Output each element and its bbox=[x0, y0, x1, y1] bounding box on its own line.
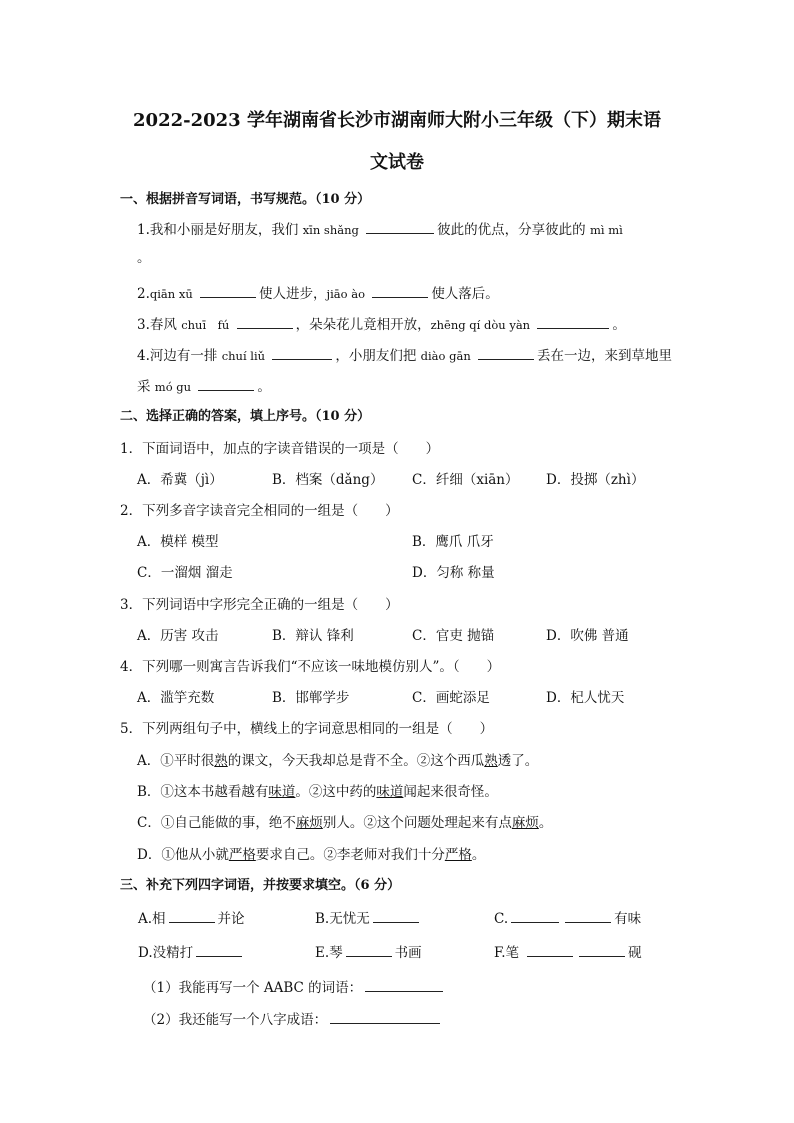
s3-e-blank[interactable] bbox=[346, 944, 392, 957]
s3-b-text1: B.无忧无 bbox=[315, 911, 370, 927]
s2-q5d-part3: 。 bbox=[471, 847, 486, 863]
section3-heading: 三、补充下列四字词语，并按要求填空。（6 分） bbox=[120, 878, 401, 893]
s1-q4-blank2[interactable] bbox=[478, 347, 534, 360]
s1-q2-pinyin2: jiāo ào bbox=[326, 287, 366, 301]
s2-q5d-underlined1: 严格 bbox=[228, 847, 256, 863]
s2-q1-option-a[interactable]: A．希冀（jì） bbox=[137, 472, 223, 488]
s2-q5a-underlined2: 熟 bbox=[484, 753, 498, 769]
s2-q5a-underlined1: 熟 bbox=[214, 753, 228, 769]
s1-q1-text-a: 1.我和小丽是好朋友，我们 bbox=[137, 222, 299, 238]
s3-sub1-text: （1）我能再写一个 AABC 的词语： bbox=[143, 980, 363, 996]
s1-q2-num: 2. bbox=[137, 286, 150, 302]
s3-item-b bbox=[315, 907, 422, 927]
s2-q5c-part1: C．①自己能做的事，绝不 bbox=[137, 815, 296, 831]
s2-q5a-part3: 透了。 bbox=[497, 753, 539, 769]
s2-q5c-underlined2: 麻烦 bbox=[511, 815, 539, 831]
s1-q2-text-b: 使人进步， bbox=[259, 286, 327, 302]
s3-a-blank[interactable] bbox=[169, 910, 215, 923]
s2-q5d-part2: 要求自己。②李老师对我们十分 bbox=[255, 847, 445, 863]
s3-sub2 bbox=[143, 1008, 443, 1028]
s1-q4-text-e: 。 bbox=[257, 379, 271, 395]
exam-title-line2: 文试卷 bbox=[370, 152, 424, 173]
s2-q5-option-d[interactable] bbox=[137, 843, 485, 863]
s1-q1-end: 。 bbox=[137, 250, 151, 266]
s1-q4-text-c: 丢在一边，来到草地里 bbox=[537, 348, 673, 364]
s2-q4-option-d[interactable]: D．杞人忧天 bbox=[546, 690, 625, 706]
s2-question3: 3．下列词语中字形完全正确的一组是（ ） bbox=[120, 597, 399, 613]
s3-f-text1: F.笔 bbox=[494, 945, 520, 961]
s2-q5b-part2: 。②这中药的 bbox=[295, 784, 377, 800]
s2-question5: 5．下列两组句子中，横线上的字词意思相同的一组是（ ） bbox=[120, 721, 494, 737]
s1-q4-blank3[interactable] bbox=[198, 378, 254, 391]
s2-q1-option-b[interactable]: B．档案（dǎng） bbox=[272, 472, 384, 488]
s3-item-c bbox=[494, 907, 641, 927]
s2-q5-option-c[interactable] bbox=[137, 811, 552, 831]
s2-q5c-part2: 别人。②这个问题处理起来有点 bbox=[322, 815, 512, 831]
s2-q5-option-a[interactable] bbox=[137, 749, 538, 769]
s1-q3-blank2[interactable] bbox=[537, 316, 609, 329]
s2-q1-option-c[interactable]: C．纤细（xiān） bbox=[412, 472, 519, 488]
s3-c-blank2[interactable] bbox=[565, 910, 611, 923]
s1-q1-blank1[interactable] bbox=[366, 221, 434, 234]
s1-q3-text-c: 。 bbox=[612, 317, 626, 333]
s2-q5a-part2: 的课文，今天我却总是背不全。②这个西瓜 bbox=[227, 753, 485, 769]
s3-f-blank2[interactable] bbox=[579, 944, 625, 957]
s2-q5b-part1: B．①这本书越看越有 bbox=[137, 784, 269, 800]
s1-q2-blank1[interactable] bbox=[200, 285, 256, 298]
s2-q4-option-b[interactable]: B．邯郸学步 bbox=[272, 690, 350, 706]
s2-q5b-underlined2: 味道 bbox=[376, 784, 404, 800]
s2-q5b-underlined1: 味道 bbox=[268, 784, 296, 800]
s2-question2: 2．下列多音字读音完全相同的一组是（ ） bbox=[120, 503, 399, 519]
s3-a-text1: A.相 bbox=[138, 911, 166, 927]
s1-q1-text-b: 彼此的优点，分享彼此的 bbox=[437, 222, 586, 238]
s1-q3-text-b: ，朵朵花儿竟相开放， bbox=[295, 317, 431, 333]
s3-item-f bbox=[494, 941, 642, 961]
s3-c-text1: C. bbox=[494, 911, 509, 927]
s3-d-text1: D.没精打 bbox=[138, 945, 194, 961]
s1-q3-text-a: 3.春风 bbox=[137, 317, 177, 333]
s1-question4 bbox=[137, 344, 672, 364]
s3-b-blank[interactable] bbox=[373, 910, 419, 923]
s3-c-text2: 有味 bbox=[614, 911, 642, 927]
s1-q4-pinyin2: diào gān bbox=[420, 349, 471, 363]
s1-q1-pinyin1: xīn shǎng bbox=[302, 223, 359, 237]
s2-q5a-part1: A．①平时很 bbox=[137, 753, 215, 769]
s2-q5d-underlined2: 严格 bbox=[444, 847, 472, 863]
section1-heading: 一、根据拼音写词语，书写规范。（10 分） bbox=[120, 192, 371, 207]
s3-item-a bbox=[138, 907, 245, 927]
s2-q5c-underlined1: 麻烦 bbox=[295, 815, 323, 831]
s2-question4: 4．下列哪一则寓言告诉我们“不应该一味地模仿别人”。（ ） bbox=[120, 659, 501, 675]
s3-f-text2: 砚 bbox=[628, 945, 642, 961]
s1-q4-text-d: 采 bbox=[137, 379, 151, 395]
s1-q2-pinyin1: qiān xū bbox=[149, 287, 193, 301]
s1-q4-blank1[interactable] bbox=[272, 347, 332, 360]
s3-sub2-blank[interactable] bbox=[330, 1011, 440, 1024]
s1-q4-pinyin1: chuí liǔ bbox=[221, 349, 266, 363]
s1-q4-text-a: 4.河边有一排 bbox=[137, 348, 218, 364]
s3-e-text1: E.琴 bbox=[315, 945, 343, 961]
s2-q4-option-a[interactable]: A．滥竽充数 bbox=[137, 690, 215, 706]
s3-f-blank1[interactable] bbox=[527, 944, 573, 957]
s1-question3 bbox=[137, 313, 626, 333]
s3-item-d bbox=[138, 941, 245, 961]
s2-q2-option-d[interactable]: D．匀称 称量 bbox=[412, 565, 495, 581]
s1-question2 bbox=[137, 282, 499, 302]
s2-q2-option-a[interactable]: A．模样 模型 bbox=[137, 534, 219, 550]
s3-item-e bbox=[315, 941, 422, 961]
s2-q2-option-c[interactable]: C．一溜烟 溜走 bbox=[137, 565, 233, 581]
s1-question1 bbox=[137, 218, 623, 238]
s1-q1-pinyin2: mì mì bbox=[589, 223, 623, 237]
s1-q3-pinyin1: chuī fú bbox=[181, 318, 230, 332]
s3-sub1-blank[interactable] bbox=[365, 979, 443, 992]
s2-q5c-part3: 。 bbox=[538, 815, 553, 831]
s3-sub1 bbox=[143, 976, 446, 996]
s2-q5b-part3: 闻起来很奇怪。 bbox=[403, 784, 498, 800]
s2-q1-option-d[interactable]: D．投掷（zhì） bbox=[546, 472, 645, 488]
s1-question4-cont bbox=[137, 375, 271, 395]
s3-c-blank1[interactable] bbox=[511, 910, 559, 923]
s3-sub2-text: （2）我还能写一个八字成语： bbox=[143, 1012, 328, 1028]
s2-q3-option-d[interactable]: D．吹佛 普通 bbox=[546, 628, 629, 644]
s1-q4-text-b: ，小朋友们把 bbox=[335, 348, 417, 364]
s3-e-text2: 书画 bbox=[394, 945, 422, 961]
s3-d-blank[interactable] bbox=[196, 944, 242, 957]
s2-q5-option-b[interactable] bbox=[137, 780, 498, 800]
s1-q3-pinyin2: zhēng qí dòu yàn bbox=[430, 318, 531, 332]
s2-q3-option-b[interactable]: B．辩认 锋利 bbox=[272, 628, 354, 644]
s1-q2-text-c: 使人落后。 bbox=[431, 286, 499, 302]
section2-heading: 二、选择正确的答案，填上序号。（10 分） bbox=[120, 409, 371, 424]
s3-a-text2: 并论 bbox=[217, 911, 245, 927]
s2-q2-option-b[interactable]: B．鹰爪 爪牙 bbox=[412, 534, 494, 550]
s2-q3-option-a[interactable]: A．历害 攻击 bbox=[137, 628, 219, 644]
s1-q2-blank2[interactable] bbox=[372, 285, 428, 298]
s2-q5d-part1: D．①他从小就 bbox=[137, 847, 229, 863]
exam-title-line1: 2022-2023 学年湖南省长沙市湖南师大附小三年级（下）期末语 bbox=[133, 110, 661, 131]
s1-q4-pinyin3: mó gu bbox=[154, 380, 192, 394]
s2-question1: 1．下面词语中，加点的字读音错误的一项是（ ） bbox=[120, 441, 440, 457]
s2-q4-option-c[interactable]: C．画蛇添足 bbox=[412, 690, 490, 706]
s1-q3-blank1[interactable] bbox=[237, 316, 293, 329]
s2-q3-option-c[interactable]: C．官吏 抛锚 bbox=[412, 628, 495, 644]
